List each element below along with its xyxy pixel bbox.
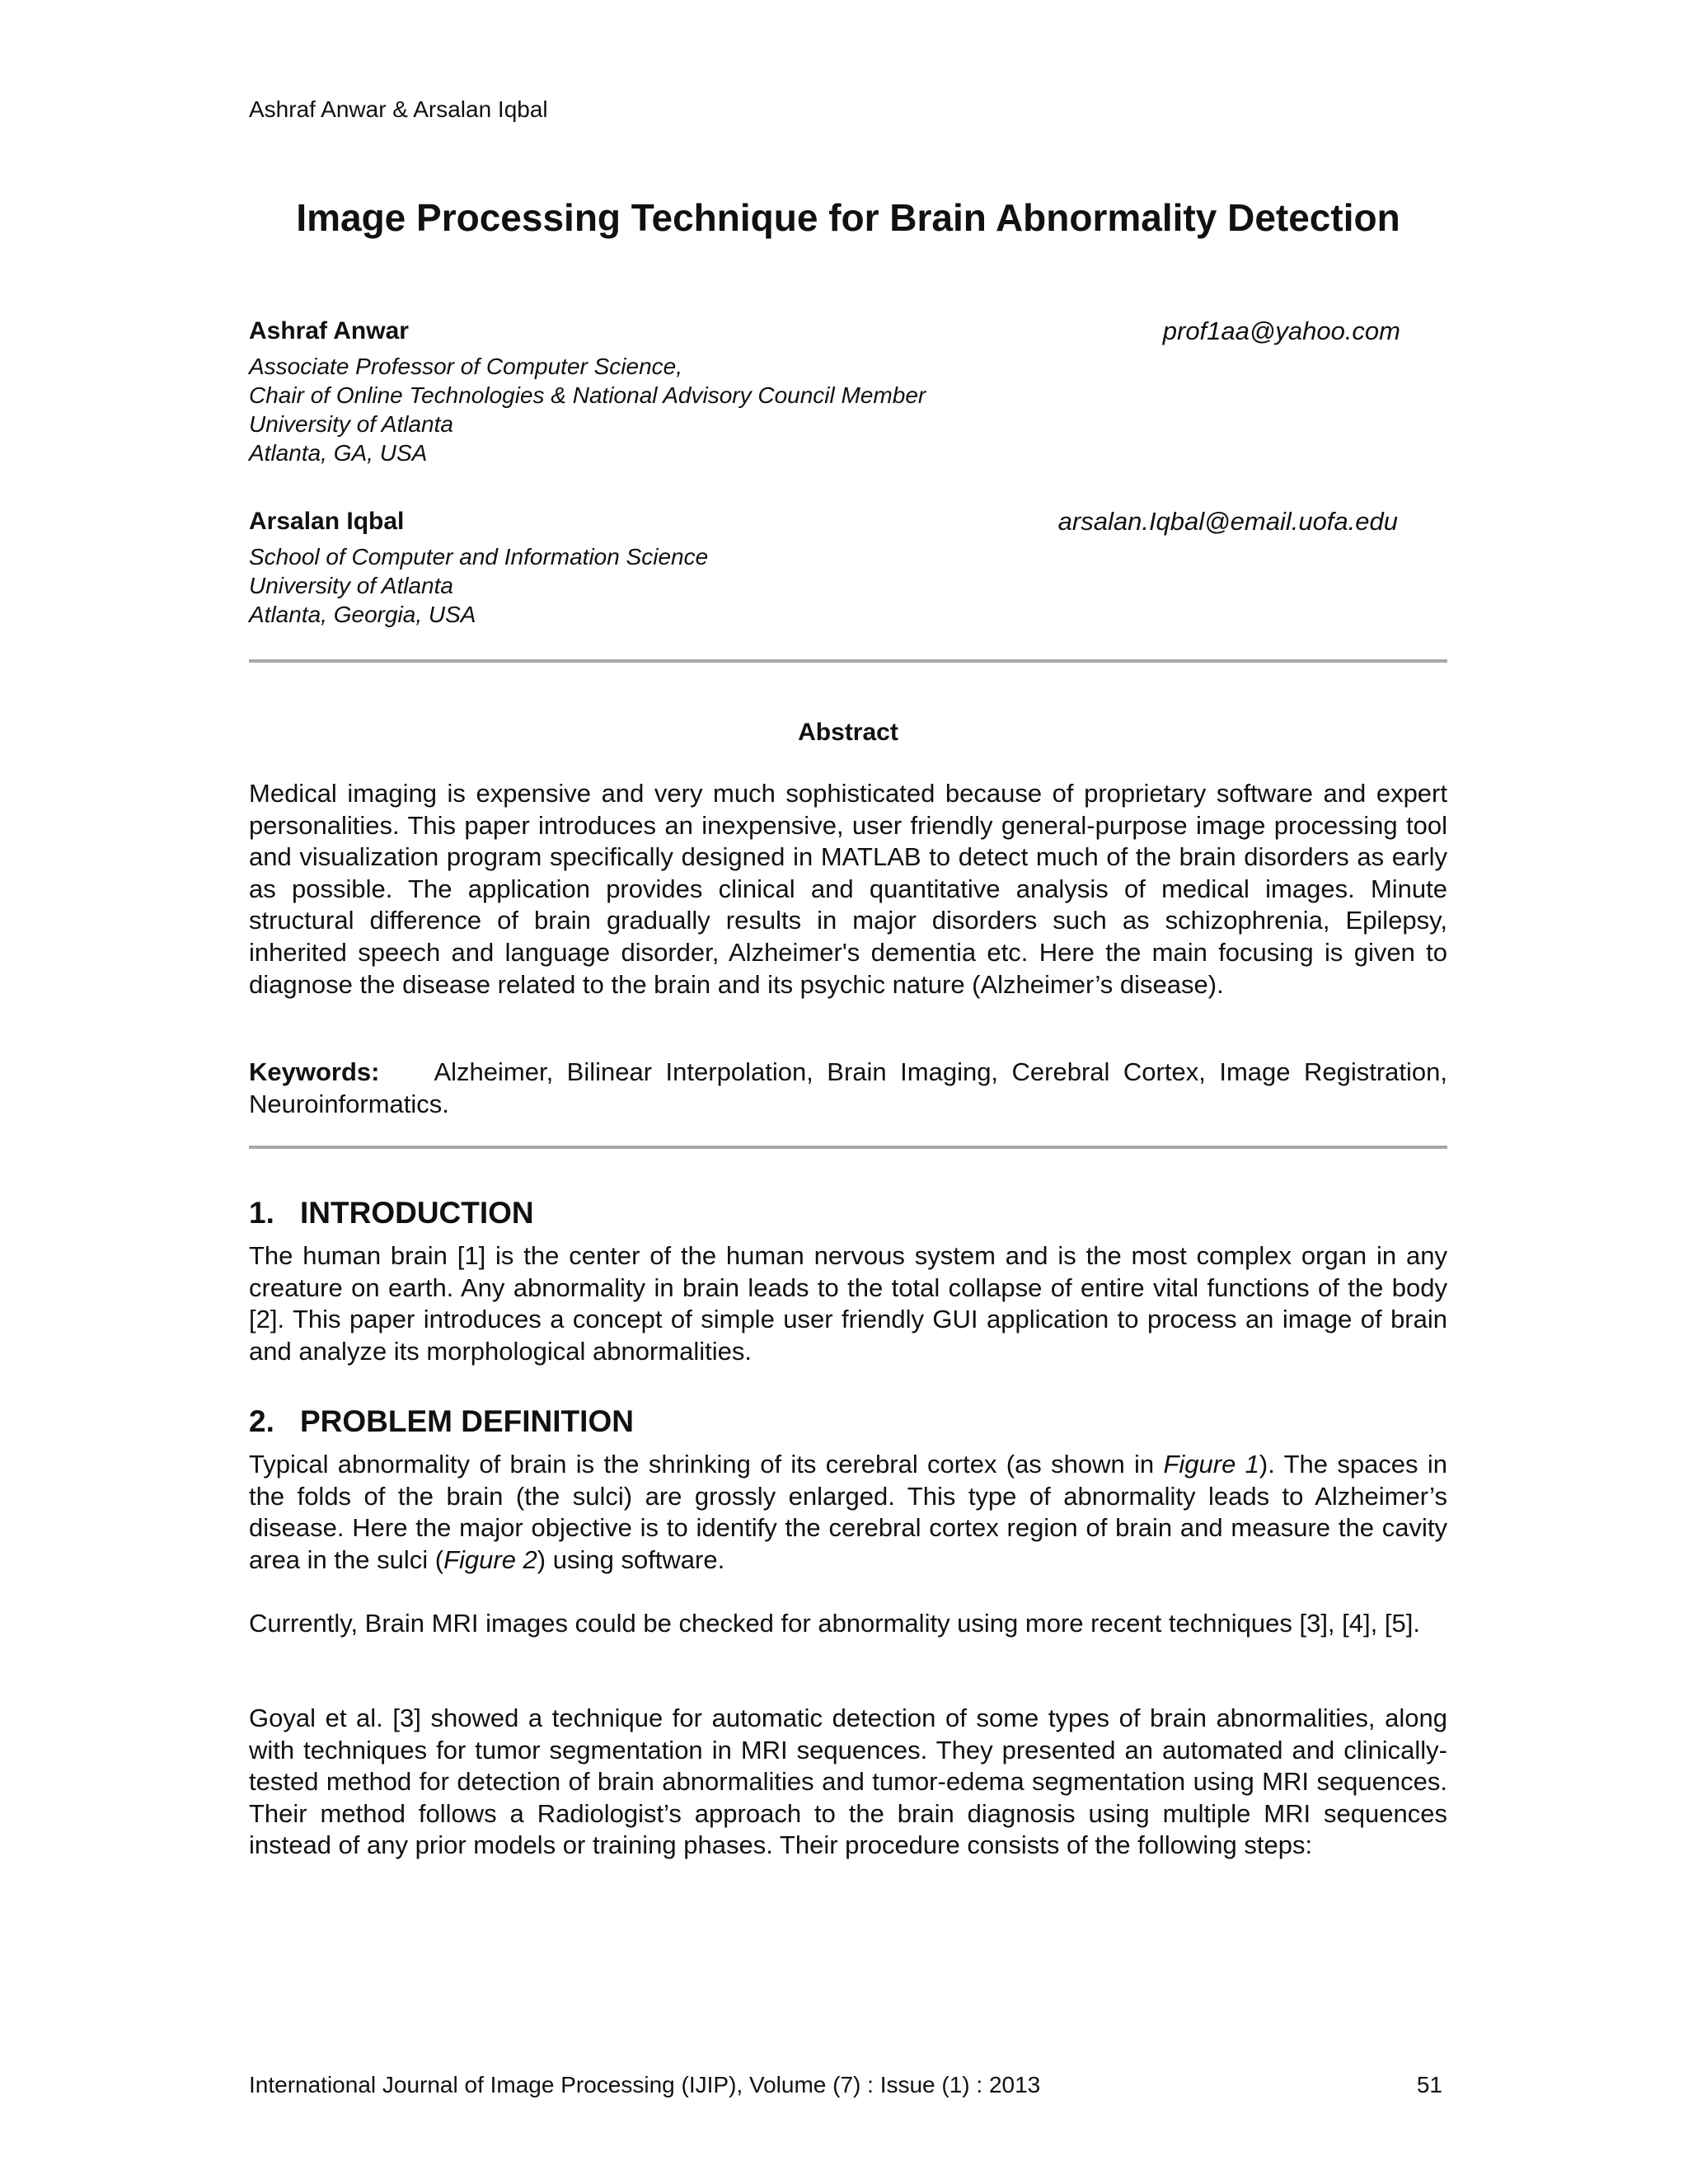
keywords-label: Keywords: [249, 1057, 380, 1086]
journal-citation: International Journal of Image Processing (IJIP), Volume (7) : Issue (1) : 2013 [249, 2072, 1041, 2097]
page-footer [249, 2071, 1447, 2099]
paper-title: Image Processing Technique for Brain Abnormality Detection [296, 196, 1400, 239]
section-heading-problem-definition [249, 1404, 634, 1440]
figure-reference: Figure 1 [1163, 1450, 1259, 1479]
divider-top [249, 659, 1447, 663]
affiliation-line: Atlanta, GA, USA [249, 440, 428, 466]
affiliation-line: Chair of Online Technologies & National Advisory Council Member [249, 382, 926, 408]
affiliation-line: University of Atlanta [249, 573, 453, 598]
author-block-2 [249, 506, 1447, 629]
author-email: arsalan.Iqbal@email.uofa.edu [1057, 507, 1398, 536]
author-name: Arsalan Iqbal [249, 508, 405, 535]
running-header: Ashraf Anwar & Arsalan Iqbal [249, 96, 548, 122]
keywords [249, 1057, 1447, 1120]
author-email: prof1aa@yahoo.com [1162, 316, 1400, 345]
problem-paragraph-1 [249, 1449, 1447, 1576]
section-title: INTRODUCTION [300, 1196, 534, 1230]
text-run: Typical abnormality of brain is the shrinking of its cerebral cortex (as shown in [249, 1450, 1164, 1479]
problem-paragraph-2: Currently, Brain MRI images could be checked for abnormality using more recent techniques [3], [4], [5]. [249, 1609, 1420, 1638]
text-run: ). The spaces in the folds of the brain (the sulci) are grossly enlarged. This type of abnormality leads to Alzheimer’s disease. Here the major objective is to identify the cerebral cortex region of brain and measure the cavity area in the sulci ( [249, 1450, 1447, 1574]
page-number: 51 [1416, 2072, 1442, 2097]
author-block-1 [249, 316, 1447, 467]
keywords-text: Alzheimer, Bilinear Interpolation, Brain Imaging, Cerebral Cortex, Image Registration, Neuroinformatics. [249, 1057, 1448, 1118]
section-number: 1. [249, 1196, 274, 1230]
introduction-paragraph: The human brain [1] is the center of the human nervous system and is the most complex organ in any creature on earth. Any abnormality in brain leads to the total collapse of entire vital functions of the body [2]. This paper introduces a concept of simple user friendly GUI application to process an image of brain and analyze its morphological abnormalities. [249, 1241, 1447, 1366]
paper-page [249, 0, 1447, 2184]
author-affiliation [249, 352, 1447, 467]
abstract-text: Medical imaging is expensive and very much sophisticated because of proprietary software and expert personalities. This paper introduces an inexpensive, user friendly general-purpose image processing tool and visualization program specifically designed in MATLAB to detect much of the brain disorders as early as possible. The application provides clinical and quantitative analysis of medical images. Minute structural difference of brain gradually results in major disorders such as schizophrenia, Epilepsy, inherited speech and language disorder, Alzheimer's dementia etc. Here the main focusing is given to diagnose the disease related to the brain and its psychic nature (Alzheimer’s disease). [249, 779, 1447, 999]
author-affiliation [249, 542, 1447, 629]
section-heading-introduction [249, 1195, 534, 1231]
author-name: Ashraf Anwar [249, 317, 409, 344]
affiliation-line: School of Computer and Information Science [249, 544, 709, 569]
affiliation-line: University of Atlanta [249, 411, 453, 437]
text-run: ) using software. [537, 1544, 725, 1574]
problem-paragraph-3: Goyal et al. [3] showed a technique for automatic detection of some types of brain abnormalities, along with techniques for tumor segmentation in MRI sequences. They presented an automated and clinically-tested method for detection of brain abnormalities and tumor-edema segmentation using MRI sequences. Their method follows a Radiologist’s approach to the brain diagnosis using multiple MRI sequences instead of any prior models or training phases. Their procedure consists of the following steps: [249, 1704, 1447, 1860]
section-number: 2. [249, 1404, 274, 1438]
abstract-heading: Abstract [798, 719, 898, 746]
affiliation-line: Atlanta, Georgia, USA [249, 602, 476, 627]
figure-reference: Figure 2 [443, 1544, 537, 1574]
section-title: PROBLEM DEFINITION [300, 1404, 634, 1438]
affiliation-line: Associate Professor of Computer Science, [249, 354, 683, 379]
divider-bottom [249, 1146, 1447, 1149]
